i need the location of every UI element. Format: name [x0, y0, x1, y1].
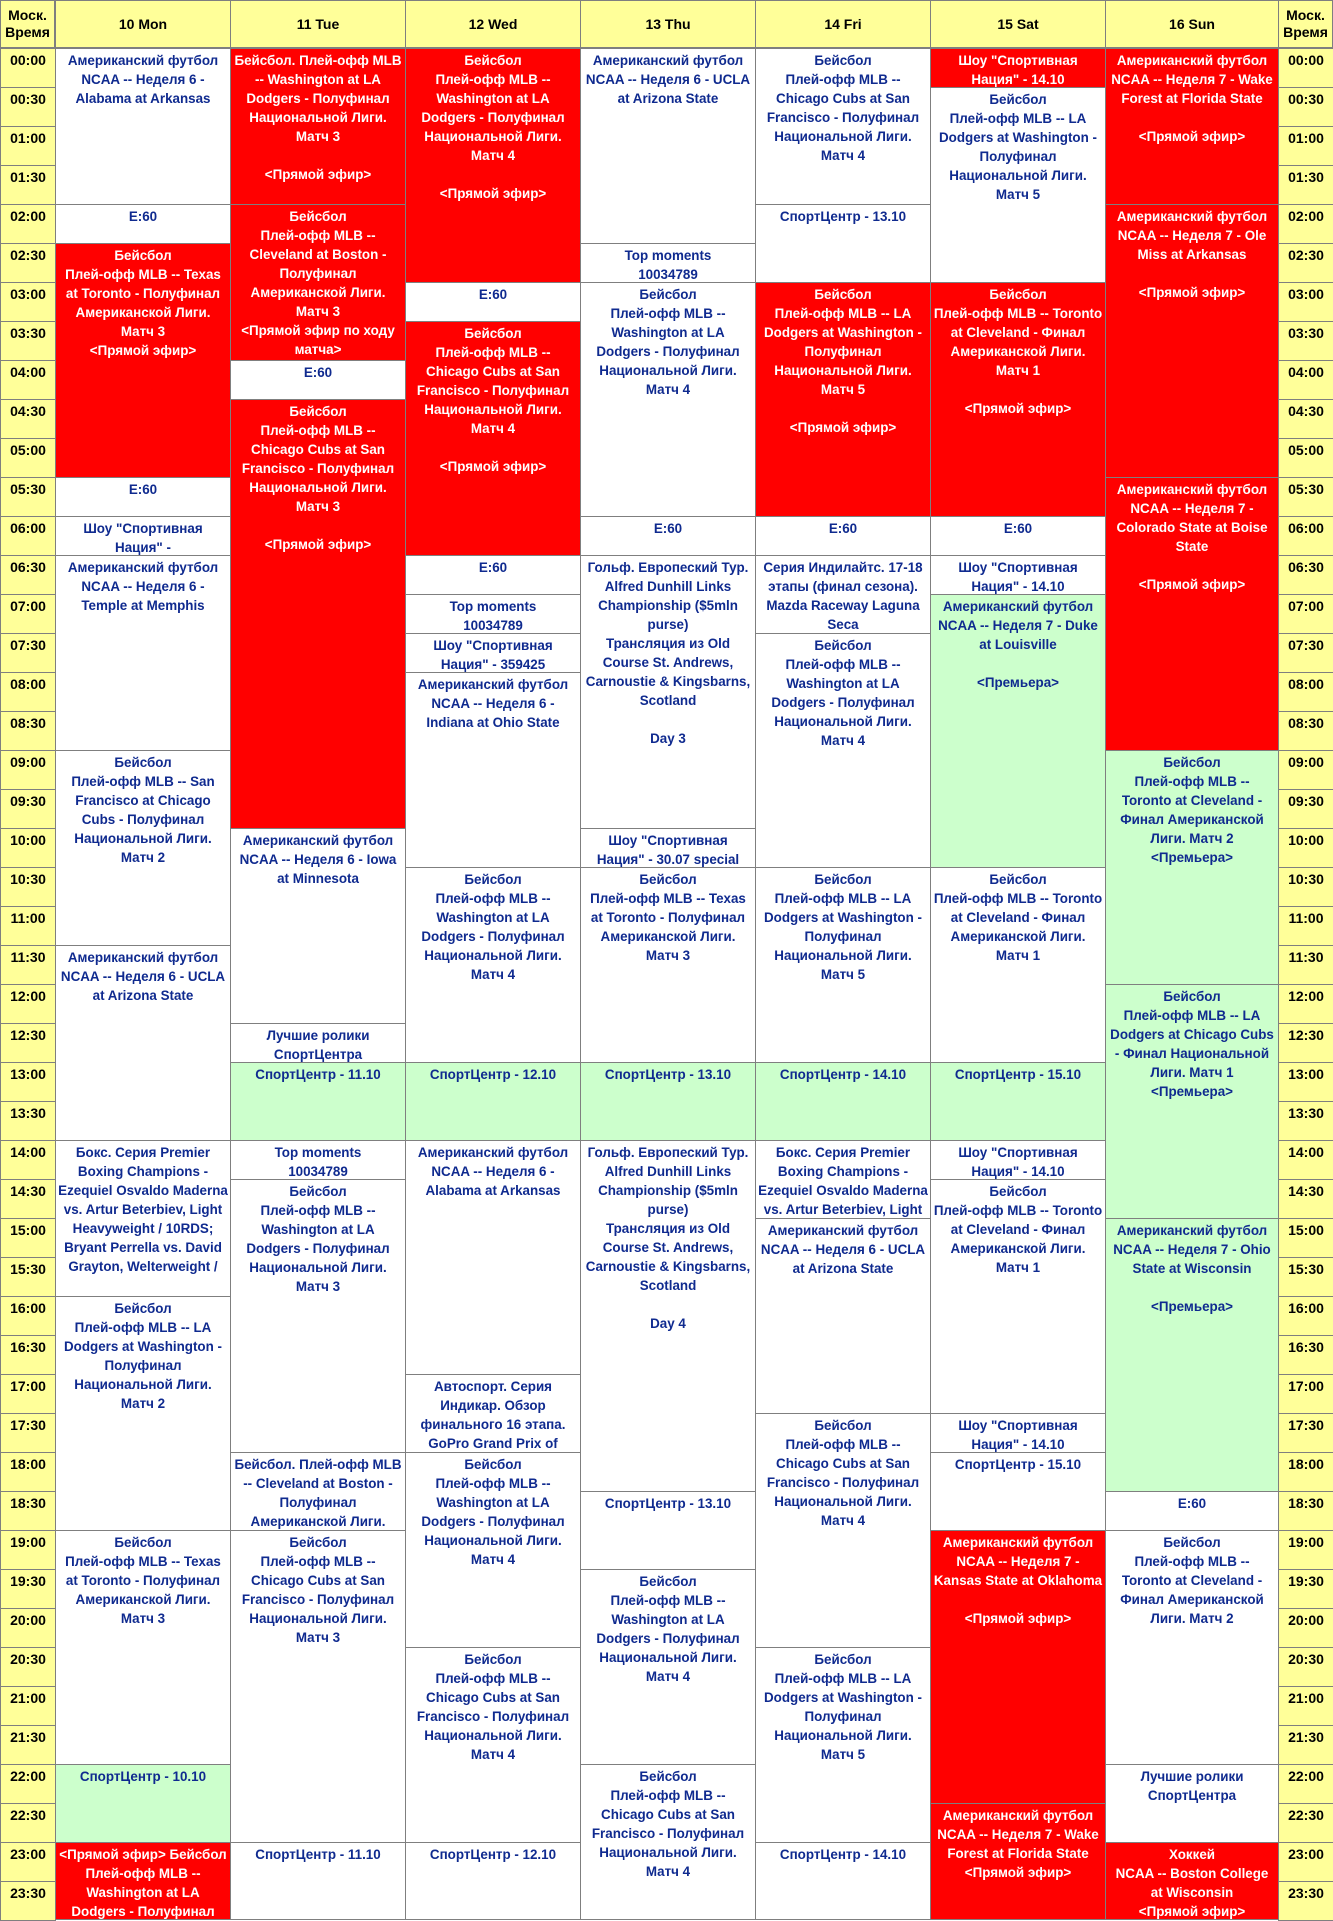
program-cell[interactable]: Американский футбол NCAA -- Неделя 6 - Indiana at Ohio State	[405, 672, 581, 868]
time-slot-right: 22:00	[1278, 1764, 1333, 1804]
program-cell[interactable]: Бейсбол Плей-офф MLB -- Toronto at Cleveland - Финал Американской Лиги. Матч 1 <Прямой эфир>	[930, 282, 1106, 517]
program-cell[interactable]: СпортЦентр - 12.10	[405, 1842, 581, 1920]
program-cell[interactable]: Бейсбол Плей-офф MLB -- Washington at LA Dodgers - Полуфинал Национальной Лиги. Матч 4	[580, 282, 756, 517]
program-cell[interactable]: E:60	[230, 360, 406, 400]
program-cell[interactable]: Top moments 10034789	[230, 1140, 406, 1180]
program-cell[interactable]: Бейсбол Плей-офф MLB -- LA Dodgers at Washington - Полуфинал Национальной Лиги. Матч 5 <Прямой эфир>	[755, 282, 931, 517]
program-cell[interactable]: Шоу "Спортивная Нация" - 14.10	[930, 555, 1106, 595]
time-slot-right: 08:30	[1278, 711, 1333, 751]
day-header-thu: 13 Thu	[580, 0, 756, 48]
time-slot-right: 21:00	[1278, 1686, 1333, 1726]
program-cell[interactable]: E:60	[55, 204, 231, 244]
time-slot-left: 06:30	[0, 555, 56, 595]
time-slot-right: 14:30	[1278, 1179, 1333, 1219]
time-header-left: Моск. Время	[0, 0, 55, 48]
program-cell[interactable]: Бейсбол Плей-офф MLB -- Washington at LA Dodgers - Полуфинал Национальной Лиги. Матч 4	[405, 867, 581, 1063]
program-cell[interactable]: Бейсбол Плей-офф MLB -- Chicago Cubs at San Francisco - Полуфинал Национальной Лиги. Матч 3	[230, 1530, 406, 1843]
program-cell[interactable]: Бейсбол Плей-офф MLB -- Washington at LA Dodgers - Полуфинал Национальной Лиги. Матч 3	[230, 1179, 406, 1453]
program-cell[interactable]: Шоу "Спортивная Нация" -	[55, 516, 231, 556]
program-cell[interactable]: Американский футбол NCAA -- Неделя 6 - UCLA at Arizona State	[580, 48, 756, 244]
time-slot-left: 01:30	[0, 165, 56, 205]
time-slot-right: 05:00	[1278, 438, 1333, 478]
time-slot-right: 08:00	[1278, 672, 1333, 712]
day-header-tue: 11 Tue	[230, 0, 406, 48]
program-cell[interactable]: E:60	[580, 516, 756, 556]
time-slot-right: 07:00	[1278, 594, 1333, 634]
program-cell[interactable]: Бокс. Серия Premier Boxing Champions - Ezequiel Osvaldo Maderna vs. Artur Beterbiev, Light Heavyweight / 10RDS; Bryant Perrella vs. David Grayton, Welterweight /	[55, 1140, 231, 1297]
program-cell[interactable]: СпортЦентр - 13.10	[580, 1491, 756, 1570]
program-cell[interactable]: Top moments 10034789	[580, 243, 756, 283]
program-cell[interactable]: СпортЦентр - 14.10	[755, 1842, 931, 1920]
time-slot-right: 09:30	[1278, 789, 1333, 829]
time-slot-left: 08:00	[0, 672, 56, 712]
program-cell[interactable]: Американский футбол NCAA -- Неделя 6 - Iowa at Minnesota	[230, 828, 406, 1024]
time-slot-right: 12:30	[1278, 1023, 1333, 1063]
time-slot-left: 02:00	[0, 204, 56, 244]
program-cell[interactable]: Серия Индилайтс. 17-18 этапы (финал сезона). Mazda Raceway Laguna Seca	[755, 555, 931, 634]
time-slot-right: 15:30	[1278, 1257, 1333, 1297]
program-cell[interactable]: E:60	[405, 282, 581, 322]
time-slot-left: 08:30	[0, 711, 56, 751]
time-slot-right: 21:30	[1278, 1725, 1333, 1765]
time-slot-left: 23:00	[0, 1842, 56, 1882]
time-slot-left: 21:30	[0, 1725, 56, 1765]
program-cell[interactable]: СпортЦентр - 12.10	[405, 1062, 581, 1141]
time-slot-left: 14:30	[0, 1179, 56, 1219]
time-slot-left: 19:00	[0, 1530, 56, 1570]
time-slot-left: 02:30	[0, 243, 56, 283]
program-cell[interactable]: <Прямой эфир> Бейсбол Плей-офф MLB -- Washington at LA Dodgers - Полуфинал	[55, 1842, 231, 1920]
program-cell[interactable]: СпортЦентр - 11.10	[230, 1062, 406, 1141]
program-cell[interactable]: СпортЦентр - 13.10	[580, 1062, 756, 1141]
program-cell[interactable]: Американский футбол NCAA -- Неделя 7 - Colorado State at Boise State <Прямой эфир>	[1105, 477, 1279, 751]
time-slot-right: 20:00	[1278, 1608, 1333, 1648]
program-cell[interactable]: Бейсбол Плей-офф MLB -- Chicago Cubs at San Francisco - Полуфинал Национальной Лиги. Матч 4	[755, 1413, 931, 1648]
time-slot-right: 03:00	[1278, 282, 1333, 322]
program-cell[interactable]: E:60	[930, 516, 1106, 556]
time-slot-right: 06:30	[1278, 555, 1333, 595]
time-slot-left: 13:30	[0, 1101, 56, 1141]
time-slot-right: 00:30	[1278, 87, 1333, 127]
time-slot-left: 21:00	[0, 1686, 56, 1726]
program-cell[interactable]: Американский футбол NCAA -- Неделя 6 - Alabama at Arkansas	[55, 48, 231, 205]
time-slot-right: 05:30	[1278, 477, 1333, 517]
program-cell[interactable]: Бейсбол Плей-офф MLB -- Cleveland at Boston - Полуфинал Американской Лиги. Матч 3 <Прямой эфир по ходу матча>	[230, 204, 406, 361]
program-cell[interactable]: Гольф. Европеский Тур. Alfred Dunhill Links Championship ($5mln purse) Трансляция из Old Course St. Andrews, Carnoustie & Kingsbarns, Scotland Day 3	[580, 555, 756, 829]
time-slot-left: 18:30	[0, 1491, 56, 1531]
day-header-fri: 14 Fri	[755, 0, 931, 48]
time-slot-right: 09:00	[1278, 750, 1333, 790]
time-slot-left: 10:00	[0, 828, 56, 868]
program-cell[interactable]: Бейсбол Плей-офф MLB -- Toronto at Cleveland - Финал Американской Лиги. Матч 2 <Премьера>	[1105, 750, 1279, 985]
time-slot-right: 02:00	[1278, 204, 1333, 244]
time-slot-right: 17:00	[1278, 1374, 1333, 1414]
program-cell[interactable]: Лучшие ролики СпортЦентра	[1105, 1764, 1279, 1843]
program-cell[interactable]: Американский футбол NCAA -- Неделя 7 - Ole Miss at Arkansas <Прямой эфир>	[1105, 204, 1279, 478]
time-slot-left: 00:00	[0, 48, 56, 88]
time-slot-left: 19:30	[0, 1569, 56, 1609]
time-slot-right: 00:00	[1278, 48, 1333, 88]
time-slot-right: 16:30	[1278, 1335, 1333, 1375]
time-slot-left: 14:00	[0, 1140, 56, 1180]
program-cell[interactable]: Американский футбол NCAA -- Неделя 7 - Wake Forest at Florida State <Прямой эфир>	[930, 1803, 1106, 1920]
program-cell[interactable]: Бейсбол Плей-офф MLB -- Washington at LA Dodgers - Полуфинал Национальной Лиги. Матч 4	[580, 1569, 756, 1765]
program-cell[interactable]: Бейсбол Плей-офф MLB -- LA Dodgers at Washington - Полуфинал Национальной Лиги. Матч 2	[55, 1296, 231, 1531]
time-slot-left: 12:30	[0, 1023, 56, 1063]
program-cell[interactable]: СпортЦентр - 10.10	[55, 1764, 231, 1843]
program-cell[interactable]: Бейсбол Плей-офф MLB -- Toronto at Cleveland - Финал Американской Лиги. Матч 1	[930, 1179, 1106, 1414]
program-cell[interactable]: СпортЦентр - 15.10	[930, 1062, 1106, 1141]
program-cell[interactable]: Бейсбол Плей-офф MLB -- Texas at Toronto - Полуфинал Американской Лиги. Матч 3	[580, 867, 756, 1063]
time-slot-left: 09:30	[0, 789, 56, 829]
program-cell[interactable]: Бейсбол Плей-офф MLB -- LA Dodgers at Chicago Cubs - Финал Национальной Лиги. Матч 1 <Премьера>	[1105, 984, 1279, 1219]
program-cell[interactable]: Лучшие ролики СпортЦентра	[230, 1023, 406, 1063]
time-slot-right: 12:00	[1278, 984, 1333, 1024]
time-slot-left: 07:30	[0, 633, 56, 673]
time-slot-right: 18:30	[1278, 1491, 1333, 1531]
program-cell[interactable]: Бейсбол Плей-офф MLB -- Texas at Toronto - Полуфинал Американской Лиги. Матч 3 <Прямой эфир>	[55, 243, 231, 478]
program-cell[interactable]: Бейсбол Плей-офф MLB -- Chicago Cubs at San Francisco - Полуфинал Национальной Лиги. Матч 4	[755, 48, 931, 205]
program-cell[interactable]: E:60	[755, 516, 931, 556]
time-slot-right: 22:30	[1278, 1803, 1333, 1843]
program-cell[interactable]: Бейсбол Плей-офф MLB -- Toronto at Cleveland - Финал Американской Лиги. Матч 2	[1105, 1530, 1279, 1765]
program-cell[interactable]: Бейсбол Плей-офф MLB -- LA Dodgers at Washington - Полуфинал Национальной Лиги. Матч 5	[755, 1647, 931, 1843]
program-cell[interactable]: Бейсбол Плей-офф MLB -- LA Dodgers at Washington - Полуфинал Национальной Лиги. Матч 5	[930, 87, 1106, 283]
program-cell[interactable]: Бейсбол Плей-офф MLB -- Chicago Cubs at San Francisco - Полуфинал Национальной Лиги. Матч 3 <Прямой эфир>	[230, 399, 406, 829]
program-cell[interactable]: Бокс. Серия Premier Boxing Champions - Ezequiel Osvaldo Maderna vs. Artur Beterbiev, Light	[755, 1140, 931, 1219]
time-slot-left: 15:00	[0, 1218, 56, 1258]
program-cell[interactable]: Бейсбол Плей-офф MLB -- Chicago Cubs at San Francisco - Полуфинал Национальной Лиги. Матч 4	[580, 1764, 756, 1920]
program-cell[interactable]: Американский футбол NCAA -- Неделя 7 - Ohio State at Wisconsin <Премьера>	[1105, 1218, 1279, 1492]
time-slot-left: 12:00	[0, 984, 56, 1024]
time-slot-right: 01:30	[1278, 165, 1333, 205]
program-cell[interactable]: Бейсбол Плей-офф MLB -- Chicago Cubs at San Francisco - Полуфинал Национальной Лиги. Матч 4 <Прямой эфир>	[405, 321, 581, 556]
time-slot-left: 03:30	[0, 321, 56, 361]
time-slot-left: 20:30	[0, 1647, 56, 1687]
time-slot-left: 13:00	[0, 1062, 56, 1102]
time-slot-left: 15:30	[0, 1257, 56, 1297]
time-slot-left: 17:30	[0, 1413, 56, 1453]
time-slot-left: 06:00	[0, 516, 56, 556]
program-cell[interactable]: Шоу "Спортивная Нация" - 30.07 special	[580, 828, 756, 868]
day-header-wed: 12 Wed	[405, 0, 581, 48]
time-slot-right: 19:00	[1278, 1530, 1333, 1570]
time-slot-right: 03:30	[1278, 321, 1333, 361]
time-slot-left: 10:30	[0, 867, 56, 907]
program-cell[interactable]: СпортЦентр - 11.10	[230, 1842, 406, 1920]
time-slot-right: 14:00	[1278, 1140, 1333, 1180]
time-slot-left: 16:00	[0, 1296, 56, 1336]
time-slot-right: 19:30	[1278, 1569, 1333, 1609]
time-slot-right: 04:30	[1278, 399, 1333, 439]
day-header-sun: 16 Sun	[1105, 0, 1279, 48]
time-slot-left: 07:00	[0, 594, 56, 634]
time-slot-left: 09:00	[0, 750, 56, 790]
time-slot-left: 04:30	[0, 399, 56, 439]
program-cell[interactable]: Американский футбол NCAA -- Неделя 6 - Temple at Memphis	[55, 555, 231, 751]
time-slot-left: 17:00	[0, 1374, 56, 1414]
program-cell[interactable]: Шоу "Спортивная Нация" - 359425	[405, 633, 581, 673]
time-slot-right: 20:30	[1278, 1647, 1333, 1687]
program-cell[interactable]: Американский футбол NCAA -- Неделя 6 - UCLA at Arizona State	[55, 945, 231, 1141]
program-cell[interactable]: E:60	[405, 555, 581, 595]
day-header-sat: 15 Sat	[930, 0, 1106, 48]
time-slot-left: 22:30	[0, 1803, 56, 1843]
program-cell[interactable]: Бейсбол Плей-офф MLB -- Washington at LA Dodgers - Полуфинал Национальной Лиги. Матч 4	[405, 1452, 581, 1648]
program-cell[interactable]: Бейсбол Плей-офф MLB -- Washington at LA Dodgers - Полуфинал Национальной Лиги. Матч 4	[755, 633, 931, 868]
program-cell[interactable]: E:60	[1105, 1491, 1279, 1531]
program-cell[interactable]: Шоу "Спортивная Нация" - 14.10	[930, 1140, 1106, 1180]
program-cell[interactable]: Бейсбол Плей-офф MLB -- Chicago Cubs at San Francisco - Полуфинал Национальной Лиги. Матч 4	[405, 1647, 581, 1843]
program-cell[interactable]: Top moments 10034789	[405, 594, 581, 634]
program-cell[interactable]: Американский футбол NCAA -- Неделя 6 - Alabama at Arkansas	[405, 1140, 581, 1375]
time-slot-right: 01:00	[1278, 126, 1333, 166]
time-slot-right: 04:00	[1278, 360, 1333, 400]
program-cell[interactable]: Хоккей NCAA -- Boston College at Wisconsin <Прямой эфир>	[1105, 1842, 1279, 1920]
time-slot-right: 06:00	[1278, 516, 1333, 556]
time-slot-left: 16:30	[0, 1335, 56, 1375]
program-cell[interactable]: Шоу "Спортивная Нация" - 14.10	[930, 1413, 1106, 1453]
time-slot-left: 05:00	[0, 438, 56, 478]
time-slot-right: 23:30	[1278, 1881, 1333, 1921]
program-cell[interactable]: Бейсбол. Плей-офф MLB -- Washington at LA Dodgers - Полуфинал Национальной Лиги. Матч 3 <Прямой эфир>	[230, 48, 406, 205]
time-slot-left: 01:00	[0, 126, 56, 166]
program-cell[interactable]: Бейсбол Плей-офф MLB -- Washington at LA Dodgers - Полуфинал Национальной Лиги. Матч 4 <Прямой эфир>	[405, 48, 581, 283]
program-cell[interactable]: Бейсбол Плей-офф MLB -- Texas at Toronto - Полуфинал Американской Лиги. Матч 3	[55, 1530, 231, 1765]
time-slot-left: 11:00	[0, 906, 56, 946]
time-slot-left: 00:30	[0, 87, 56, 127]
time-slot-left: 11:30	[0, 945, 56, 985]
time-slot-right: 10:00	[1278, 828, 1333, 868]
program-cell[interactable]: Шоу "Спортивная Нация" - 14.10	[930, 48, 1106, 88]
time-slot-left: 05:30	[0, 477, 56, 517]
program-cell[interactable]: Бейсбол. Плей-офф MLB -- Cleveland at Boston - Полуфинал Американской Лиги.	[230, 1452, 406, 1531]
day-header-mon: 10 Mon	[55, 0, 231, 48]
time-slot-right: 11:00	[1278, 906, 1333, 946]
program-cell[interactable]: СпортЦентр - 14.10	[755, 1062, 931, 1141]
time-slot-right: 02:30	[1278, 243, 1333, 283]
time-slot-left: 22:00	[0, 1764, 56, 1804]
time-slot-right: 17:30	[1278, 1413, 1333, 1453]
time-slot-right: 16:00	[1278, 1296, 1333, 1336]
time-slot-left: 18:00	[0, 1452, 56, 1492]
program-cell[interactable]: Американский футбол NCAA -- Неделя 7 - Duke at Louisville <Премьера>	[930, 594, 1106, 868]
program-cell[interactable]: E:60	[55, 477, 231, 517]
program-cell[interactable]: Американский футбол NCAA -- Неделя 6 - UCLA at Arizona State	[755, 1218, 931, 1414]
time-slot-right: 13:00	[1278, 1062, 1333, 1102]
program-cell[interactable]: Автоспорт. Серия Индикар. Обзор финального 16 этапа. GoPro Grand Prix of	[405, 1374, 581, 1453]
time-slot-right: 10:30	[1278, 867, 1333, 907]
time-slot-right: 13:30	[1278, 1101, 1333, 1141]
program-cell[interactable]: Бейсбол Плей-офф MLB -- Toronto at Cleveland - Финал Американской Лиги. Матч 1	[930, 867, 1106, 1063]
program-cell[interactable]: Американский футбол NCAA -- Неделя 7 - Wake Forest at Florida State <Прямой эфир>	[1105, 48, 1279, 205]
time-slot-left: 03:00	[0, 282, 56, 322]
time-slot-right: 11:30	[1278, 945, 1333, 985]
program-cell[interactable]: Бейсбол Плей-офф MLB -- San Francisco at Chicago Cubs - Полуфинал Национальной Лиги. Матч 2	[55, 750, 231, 946]
program-cell[interactable]: Бейсбол Плей-офф MLB -- LA Dodgers at Washington - Полуфинал Национальной Лиги. Матч 5	[755, 867, 931, 1063]
program-cell[interactable]: СпортЦентр - 13.10	[755, 204, 931, 283]
program-cell[interactable]: СпортЦентр - 15.10	[930, 1452, 1106, 1531]
time-slot-left: 23:30	[0, 1881, 56, 1921]
program-cell[interactable]: Американский футбол NCAA -- Неделя 7 - Kansas State at Oklahoma <Прямой эфир>	[930, 1530, 1106, 1804]
time-slot-left: 04:00	[0, 360, 56, 400]
time-slot-right: 23:00	[1278, 1842, 1333, 1882]
program-cell[interactable]: Гольф. Европеский Тур. Alfred Dunhill Links Championship ($5mln purse) Трансляция из Old Course St. Andrews, Carnoustie & Kingsbarns, Scotland Day 4	[580, 1140, 756, 1492]
time-slot-right: 18:00	[1278, 1452, 1333, 1492]
time-slot-right: 15:00	[1278, 1218, 1333, 1258]
time-slot-left: 20:00	[0, 1608, 56, 1648]
time-slot-right: 07:30	[1278, 633, 1333, 673]
time-header-right: Моск. Время	[1278, 0, 1333, 48]
